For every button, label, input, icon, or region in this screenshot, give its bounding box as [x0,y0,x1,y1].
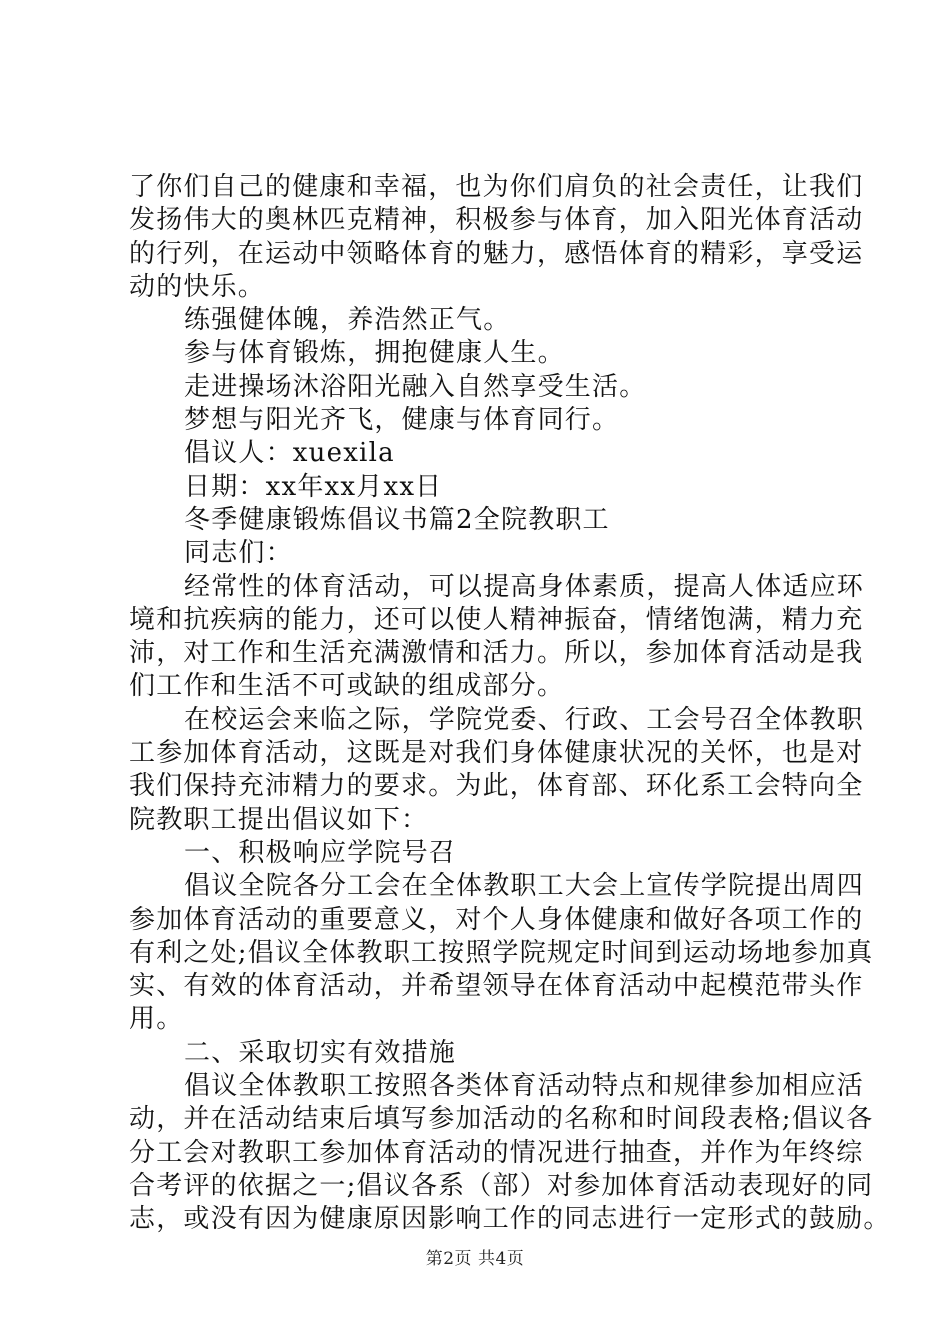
text-line: 梦想与阳光齐飞，健康与体育同行。 [184,405,620,436]
text-line: 用。 [129,1004,184,1035]
page-footer: 第2页 共4页 [425,1249,525,1269]
text-line: 分工会对教职工参加体育活动的情况进行抽查，并作为年终综 [129,1137,864,1168]
text-line: 二、采取切实有效措施 [184,1037,457,1068]
text-line: 实、有效的体育活动，并希望领导在体育活动中起模范带头作 [129,971,864,1002]
text-line: 合考评的依据之一;倡议各系（部）对参加体育活动表现好的同 [129,1170,874,1201]
text-line: 们工作和生活不可或缺的组成部分。 [129,671,565,702]
text-line: 参加体育活动的重要意义，对个人身体健康和做好各项工作的 [129,904,864,935]
text-line: 冬季健康锻炼倡议书篇2全院教职工 [184,504,610,535]
document-body [129,171,891,1237]
text-line: 同志们： [184,538,293,569]
text-line: 境和抗疾病的能力，还可以使人精神振奋，情绪饱满，精力充 [129,604,864,635]
text-line: 院教职工提出倡议如下： [129,804,429,835]
text-line: 练强健体魄，养浩然正气。 [184,305,511,336]
text-line: 沛，对工作和生活充满激情和活力。所以，参加体育活动是我 [129,638,864,669]
text-line: 一、积极响应学院号召 [184,837,457,868]
text-line: 我们保持充沛精力的要求。为此，体育部、环化系工会特向全 [129,771,864,802]
text-line: 工参加体育活动，这既是对我们身体健康状况的关怀，也是对 [129,738,864,769]
text-line: 有利之处;倡议全体教职工按照学院规定时间到运动场地参加真 [129,937,874,968]
text-line: 走进操场沐浴阳光融入自然享受生活。 [184,371,647,402]
text-line: 倡议全院各分工会在全体教职工大会上宣传学院提出周四 [184,871,865,902]
text-line: 经常性的体育活动，可以提高身体素质，提高人体适应环 [184,571,865,602]
text-line: 的行列，在运动中领略体育的魅力，感悟体育的精彩，享受运 [129,238,864,269]
text-line: 参与体育锻炼，拥抱健康人生。 [184,338,565,369]
text-line: 发扬伟大的奥林匹克精神，积极参与体育，加入阳光体育活动 [129,205,864,236]
text-line: 倡议全体教职工按照各类体育活动特点和规律参加相应活 [184,1071,865,1102]
text-line: 倡议人：xuexila [184,438,395,469]
text-line: 日期：xx年xx月xx日 [184,471,443,502]
text-line: 动，并在活动结束后填写参加活动的名称和时间段表格;倡议各 [129,1104,874,1135]
text-line: 志，或没有因为健康原因影响工作的同志进行一定形式的鼓励。 [129,1204,891,1235]
text-line: 了你们自己的健康和幸福，也为你们肩负的社会责任，让我们 [129,172,864,202]
text-line: 在校运会来临之际，学院党委、行政、工会号召全体教职 [184,704,865,735]
text-line: 动的快乐。 [129,271,266,302]
